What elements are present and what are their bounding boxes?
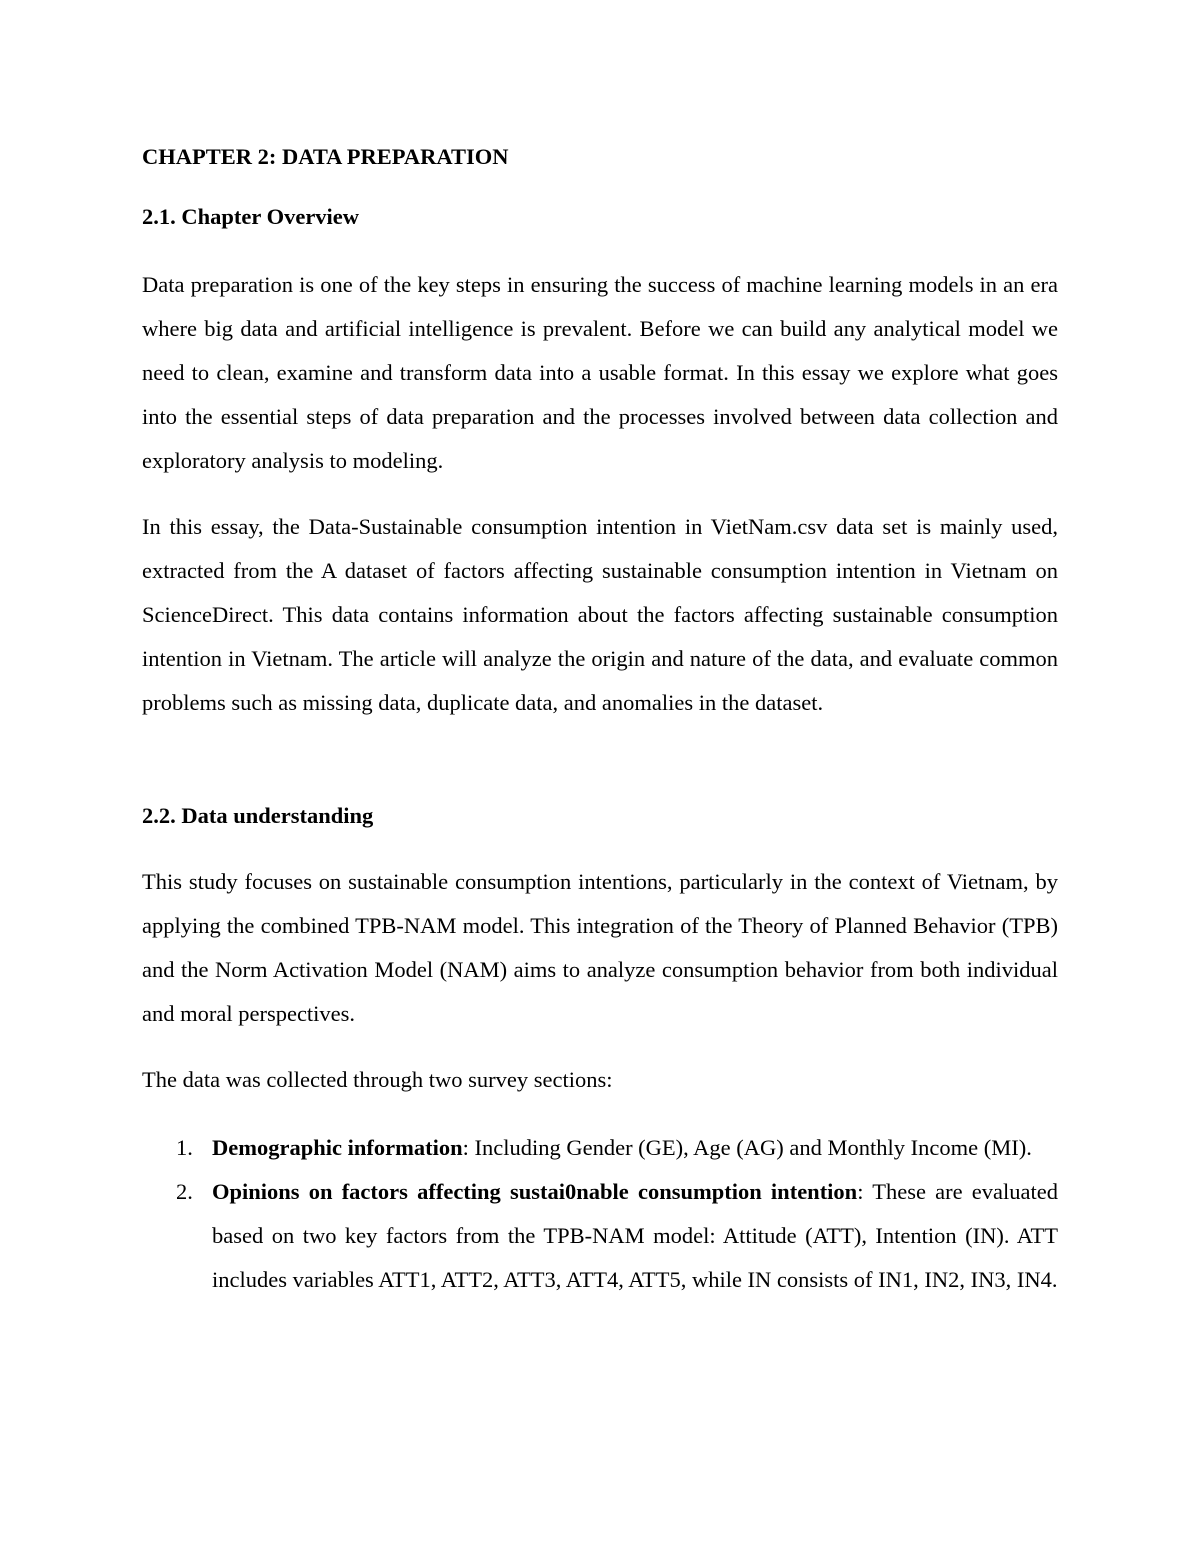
list-item-text: : These are evaluated based on two key factors from the TPB-NAM model: Attitude (ATT), Intention (IN). ATT includes variables ATT1, ATT2, ATT3, ATT4, ATT5, while IN consists of IN1, IN2, IN3, IN4.: [212, 1179, 1058, 1292]
paragraph-data-understanding-2: The data was collected through two survey sections:: [142, 1067, 613, 1092]
list-item: [176, 1126, 1058, 1170]
section-heading-data-understanding: 2.2. Data understanding: [142, 803, 374, 828]
survey-sections-list: [176, 1126, 1058, 1302]
list-item-text: : Including Gender (GE), Age (AG) and Monthly Income (MI).: [462, 1135, 1032, 1160]
section-heading-overview: 2.1. Chapter Overview: [142, 204, 360, 229]
list-item: [176, 1170, 1058, 1302]
list-item-term: Demographic information: [212, 1135, 463, 1160]
list-item-term: Opinions on factors affecting sustai0nable consumption intention: [212, 1179, 858, 1204]
paragraph-overview-2: In this essay, the Data-Sustainable consumption intention in VietNam.csv data set is mainly used, extracted from the A dataset of factors affecting sustainable consumption intention in Vietnam on ScienceDirect. This data contains information about the factors affecting sustainable consumption intention in Vietnam. The article will analyze the origin and nature of the data, and evaluate common problems such as missing data, duplicate data, and anomalies in the dataset.: [142, 514, 1058, 715]
paragraph-data-understanding-1: This study focuses on sustainable consumption intentions, particularly in the context of Vietnam, by applying the combined TPB-NAM model. This integration of the Theory of Planned Behavior (TPB) and the Norm Activation Model (NAM) aims to analyze consumption behavior from both individual and moral perspectives.: [142, 869, 1058, 1026]
paragraph-overview-1: Data preparation is one of the key steps in ensuring the success of machine learning models in an era where big data and artificial intelligence is prevalent. Before we can build any analytical model we need to clean, examine and transform data into a usable format. In this essay we explore what goes into the essential steps of data preparation and the processes involved between data collection and exploratory analysis to modeling.: [142, 272, 1058, 473]
chapter-title: CHAPTER 2: DATA PREPARATION: [142, 144, 509, 169]
list-number: 1.: [176, 1135, 193, 1160]
list-number: 2.: [176, 1179, 193, 1204]
